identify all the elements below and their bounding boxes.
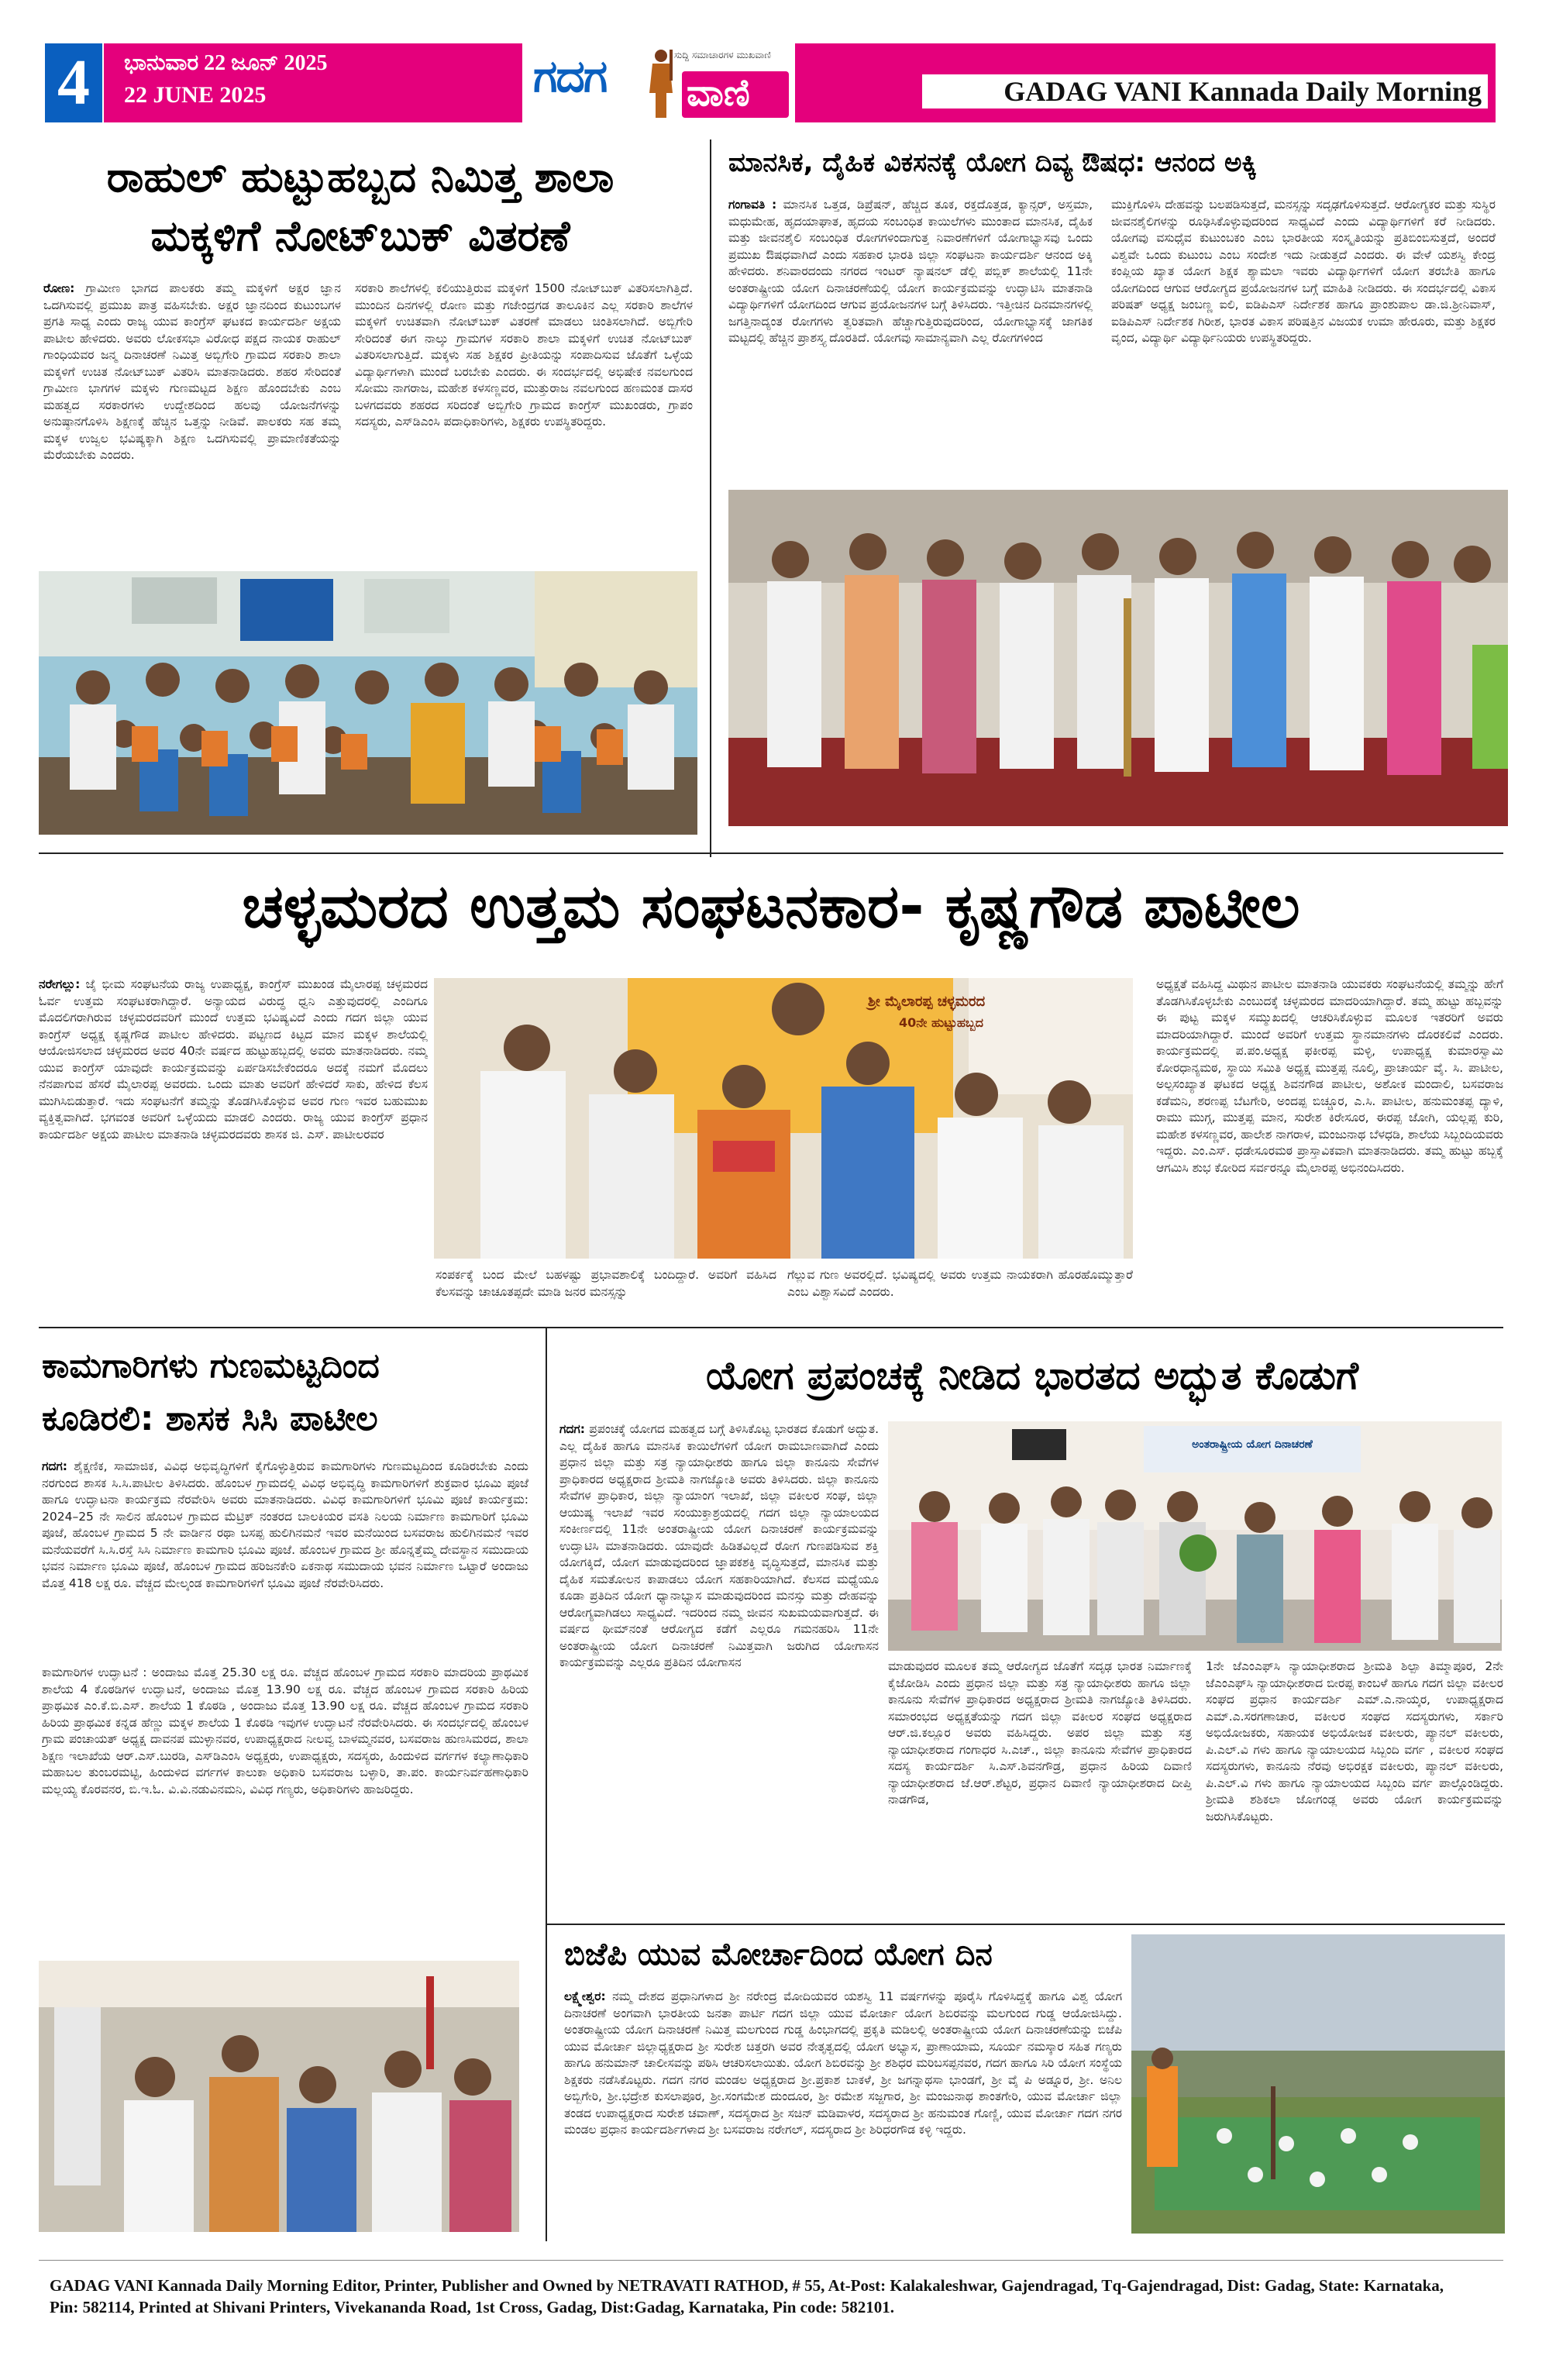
yoga-india-photo [888, 1421, 1502, 1651]
column-divider-top [710, 139, 711, 857]
works-headline-1: ಕಾಮಗಾರಿಗಳು ಗುಣಮಟ್ಟದಿಂದ [42, 1346, 380, 1386]
rahul-headline-2: ಮಕ್ಕಳಿಗೆ ನೋಟ್‌ಬುಕ್ ವಿತರಣೆ [150, 212, 570, 260]
krishnagowda-column-1: ನರೇಗಲ್ಲು: ಜೈ ಭೀಮ ಸಂಘಟನೆಯ ರಾಜ್ಯ ಉಪಾಧ್ಯಕ್ಷ, ಕಾಂಗ್ರೆಸ್ ಮುಖಂಡ ಮೈಲಾರಪ್ಪ ಚಳ್ಳಮರದ ಓರ್ವ ಉತ್ತಮ ಸಂಘಟಕರಾಗಿದ್ದಾರೆ. ಅನ್ಯಾಯದ ವಿರುದ್ಧ ಧ್ವನಿ ಎತ್ತುವುದರಲ್ಲಿ ಎಂದಿಗೂ ಮೊದಲಿಗರಾಗಿರುವ ಚಳ್ಳಮರದವರಿಗೆ ಮುಂದೆ ಉತ್ತಮ ಭವಿಷ್ಯವಿದೆ ಎಂದು ಗದಗ ಜಿಲ್ಲಾ ಯುವ ಕಾಂಗ್ರೆಸ್ ಅಧ್ಯಕ್ಷ ಕೃಷ್ಣಗೌಡ ಪಾಟೀಲ ಹೇಳಿದರು. ಪಟ್ಟಣದ ಕಿಟ್ಟದ ಮಾನ ಮಕ್ಕಳ ಶಾಲೆಯಲ್ಲಿ ಆಯೋಜಿಸಲಾದ ಚಳ್ಳಮರದ ಅವರ 40ನೇ ವರ್ಷದ ಹುಟ್ಟುಹಬ್ಬದಲ್ಲಿ ಅವರು ಮಾತನಾಡಿದರು. ನಮ್ಮ ಯುವ ಕಾಂಗ್ರೆಸ್ ಯಾವುದೇ ಕಾರ್ಯಕ್ರಮವನ್ನು ಏರ್ಪಡಿಸಬೇಕೆಂದರೂ ಅದಕ್ಕೆ ನಮಗೆ ಮೊದಲು ನೆನಪಾಗುವ ಹೆಸರೆ ಮೈಲಾರಪ್ಪ ಅವರದು. ಒಂದು ಮಾತು ಅವರಿಗೆ ಹೇಳಿದರೆ ಸಾಕು, ಹೇಳಿದ ಕೆಲಸ ಮುಗಿಸಿಬಿಡುತ್ತಾರೆ. ಇದು ಸಂಘಟನೆಗೆ ತಮ್ಮನ್ನು ತೊಡಗಿಸಿಕೊಳ್ಳುವ ಅವರ ಗುಣ ಇವರ ಬಹುಮುಖ ವ್ಯಕ್ತಿತ್ವವಾಗಿದೆ. ಭಗವಂತ ಅವರಿಗೆ ಒಳ್ಳೆಯದು ಮಾಡಲಿ ಎಂದರು. ರಾಜ್ಯ ಯುವ ಕಾಂಗ್ರೆಸ್ ಪ್ರಧಾನ ಕಾರ್ಯದರ್ಶಿ ಅಕ್ಷಯ ಪಾಟೀಲ ಮಾತನಾಡಿ ಚಳ್ಳಮರದವರು ಶಾಸಕ ಜಿ. ಎಸ್. ಪಾಟೀಲರವರ [39, 977, 428, 1142]
yoga-medicine-headline: ಮಾನಸಿಕ, ದೈಹಿಕ ವಿಕಸನಕ್ಕೆ ಯೋಗ ದಿವ್ಯ ಔಷಧ: ಆನಂದ ಅಕ್ಕಿ [728, 147, 1257, 178]
krishnagowda-headline: ಚಳ್ಳಮರದ ಉತ್ತಮ ಸಂಘಟನಕಾರ- ಕೃಷ್ಣಗೌಡ ಪಾಟೀಲ [242, 872, 1300, 942]
yoga-india-headline: ಯೋಗ ಪ್ರಪಂಚಕ್ಕೆ ನೀಡಿದ ಭಾರತದ ಅದ್ಭುತ ಕೊಡುಗೆ [706, 1353, 1358, 1398]
krishnagowda-caption-2: ಗೆಲ್ಲುವ ಗುಣ ಅವರಲ್ಲಿದೆ. ಭವಿಷ್ಯದಲ್ಲಿ ಅವರು ಉತ್ತಮ ನಾಯಕರಾಗಿ ಹೊರಹೊಮ್ಮುತ್ತಾರೆ ಎಂಬ ವಿಶ್ವಾಸವಿದೆ ಎಂದರು. [787, 1268, 1133, 1299]
yoga-india-column-3: 1ನೇ ಜೆಎಂಎಫ್‌ಸಿ ನ್ಯಾಯಾಧೀಶರಾದ ಶ್ರೀಮತಿ ಶಿಲ್ಪಾ ತಿಮ್ಮಾಪೂರ, 2ನೇ ಜೆಎಂಎಫ್‌ಸಿ ನ್ಯಾಯಾಧೀಶರಾದ ಬೀರಪ್ಪ ಕಾಂಬಳೆ ಹಾಗೂ ಗದಗ ಜಿಲ್ಲಾ ವಕೀಲರ ಸಂಘದ ಪ್ರಧಾನ ಕಾರ್ಯದರ್ಶಿ ಎಮ್.ಎ.ನಾಯ್ಕರ, ಉಪಾಧ್ಯಕ್ಷರಾದ ಎಮ್.ಎ.ಸರಗಣಾಚಾರ, ವಕೀಲರ ಸಂಘದ ಸದಸ್ಯರುಗಳು, ಸರ್ಕಾರಿ ಅಭಿಯೋಜಕರು, ಸಹಾಯಕ ಅಭಿಯೋಜಕ ವಕೀಲರು, ಪ್ಯಾನಲ್ ವಕೀಲರು, ಪಿ.ಎಲ್.ವಿ ಗಳು ಹಾಗೂ ನ್ಯಾಯಾಲಯದ ಸಿಬ್ಬಂದಿ ವರ್ಗ , ವಕೀಲರ ಸಂಘದ ಸದಸ್ಯರುಗಳು, ಕಾನೂನು ನೆರವು ಅಭಿರಕ್ಷಕ ವಕೀಲರು, ಪ್ಯಾನಲ್ ವಕೀಲರು, ಪಿ.ಎಲ್.ವಿ ಗಳು ಹಾಗೂ ನ್ಯಾಯಾಲಯದ ಸಿಬ್ಬಂದಿ ವರ್ಗ ಪಾಲ್ಗೊಂಡಿದ್ದರು. ಶ್ರೀಮತಿ ಶಶಿಕಲಾ ಜೋಗಂಡ್ಲ ಅವರು ಯೋಗ ಕಾರ್ಯಕ್ರಮವನ್ನು ಜರುಗಿಸಿಕೊಟ್ಟರು. [1206, 1659, 1503, 1824]
bjp-headline: ಬಿಜೆಪಿ ಯುವ ಮೋರ್ಚಾದಿಂದ ಯೋಗ ದಿನ [564, 1937, 993, 1972]
imprint-line-1: GADAG VANI Kannada Daily Morning Editor, Printer, Publisher and Owned by NETRAVATI RATHOD, # 55, At-Post: Kalakaleshwar, Gajendragad, Tq-Gajendragad, Dist: Gadag, State: Karnataka, [50, 2276, 1444, 2295]
krishnagowda-caption-1: ಸಂಪರ್ಕಕ್ಕೆ ಬಂದ ಮೇಲೆ ಬಹಳಷ್ಟು ಪ್ರಭಾವಶಾಲಿಕ್ಕೆ ಬಂದಿದ್ದಾರೆ. ಅವರಿಗೆ ವಹಿಸಿದ ಕೆಲಸವನ್ನು ಚಾಚೂತಪ್ಪದೇ ಮಾಡಿ ಜನರ ಮನಸ್ಸನ್ನು [435, 1268, 776, 1299]
yoga-india-dateline: ಗದಗ: [559, 1422, 585, 1436]
date-kannada: ಭಾನುವಾರ 22 ಜೂನ್ 2025 [124, 51, 328, 75]
works-dateline: ಗದಗ: [42, 1459, 67, 1473]
logo-tagline: ಸುದ್ದಿ ಸಮಾಚಾರಗಳ ಮುಖವಾಣಿ [674, 50, 771, 60]
krishnagowda-photo [434, 978, 1133, 1259]
bjp-dateline: ಲಕ್ಷ್ಮೇಶ್ವರ: [564, 1989, 606, 2003]
works-body-1: ಗದಗ: ಶೈಕ್ಷಣಿಕ, ಸಾಮಾಜಿಕ, ವಿವಿಧ ಅಭಿವೃದ್ಧಿಗಳಿಗೆ ಕೈಗೊಳ್ಳುತ್ತಿರುವ ಕಾಮಗಾರಿಗಳು ಗುಣಮಟ್ಟದಿಂದ ಕೂಡಿರಬೇಕು ಎಂದು ನರಗುಂದ ಶಾಸಕ ಸಿ.ಸಿ.ಪಾಟೀಲ ತಿಳಿಸಿದರು. ಹೊಂಬಳ ಗ್ರಾಮದಲ್ಲಿ ವಿವಿಧ ಅಭಿವೃದ್ಧಿ ಕಾಮಗಾರಿಗಳಿಗೆ ಶುಕ್ರವಾರ ಭೂಮಿ ಪೂಜೆ ಹಾಗೂ ಉದ್ಘಾಟನಾ ಕಾರ್ಯಕ್ರಮ ನೆರವೇರಿಸಿ ಅವರು ಮಾತನಾಡಿದರು. ವಿವಿಧ ಕಾಮಗಾರಿಗಳಿಗೆ ಭೂಮಿ ಪೂಜೆ ಕಾರ್ಯಕ್ರಮ: 2024–25 ನೇ ಸಾಲಿನ ಹೊಂಬಳ ಗ್ರಾಮದ ಮೆಟ್ರಿಕ್ ನಂತರದ ಬಾಲಕಿಯರ ವಸತಿ ನಿಲಯ ನಿರ್ಮಾಣ ಕಾಮಗಾರಿಗೆ ಭೂಮಿ ಪೂಜೆ, ಹೊಂಬಳ ಗ್ರಾಮದ 5 ನೇ ವಾರ್ಡಿನ ರಥಾ ಬಸಪ್ಪ ಹುಲಿಗಿನಮನೆ ಇವರ ಮನೆಯಿಂದ ಬಸವರಾಜ ಹುಲಿಗಿನಮನೆ ಇವರ ಮನೆಯವರೆಗೆ ಸಿ.ಸಿ.ರಸ್ತೆ ಸಿಸಿ ನಿರ್ಮಾಣ ಕಾಮಗಾರಿ ಭೂಮಿ ಪೂಜೆ. ಹೊಂಬಳ ಗ್ರಾಮದ ಶ್ರೀ ಹೊನ್ನತ್ತೆಮ್ಮ ದೇವಸ್ಥಾನ ಸಮುದಾಯ ಭವನ ನಿರ್ಮಾಣ ಭೂಮಿ ಪೂಜೆ, ಹೊಂಬಳ ಗ್ರಾಮದ ಹರಿಜನಕೇರಿ ಏಕನಾಥ ಸಮುದಾಯ ಭವನ ನಿರ್ಮಾಣ ಒಟ್ಟಾರೆ ಅಂದಾಜು ಮೊತ್ತ 418 ಲಕ್ಷ ರೂ. ವೆಚ್ಚದ ಮೇಲ್ಕಂಡ ಕಾಮಗಾರಿಗಳಿಗೆ ಭೂಮಿ ಪೂಜೆ ನೆರವೇರಿಸಿದರು. [42, 1459, 528, 1590]
krishnagowda-dateline: ನರೇಗಲ್ಲು: [39, 977, 81, 991]
yoga-medicine-dateline: ಗಂಗಾವತಿ : [728, 198, 777, 212]
imprint-footer [50, 2275, 1506, 2318]
works-body-2: ಕಾಮಗಾರಿಗಳ ಉದ್ಘಾಟನೆ : ಅಂದಾಜು ಮೊತ್ತ 25.30 ಲಕ್ಷ ರೂ. ವೆಚ್ಚದ ಹೊಂಬಳ ಗ್ರಾಮದ ಸರಕಾರಿ ಮಾದರಿಯ ಪ್ರಾಥಮಿಕ ಶಾಲೆಯ 4 ಕೊಠಡಿಗಳ ಉದ್ಘಾಟನೆ, ಅಂದಾಜು ಮೊತ್ತ 13.90 ಲಕ್ಷ ರೂ. ವೆಚ್ಚದ ಹೊಂಬಳ ಗ್ರಾಮದ ಸರಕಾರಿ ಹಿರಿಯ ಪ್ರಾಥಮಿಕ ಎಂ.ಕೆ.ಬಿ.ಎಸ್. ಶಾಲೆಯ 1 ಕೊಠಡಿ , ಅಂದಾಜು ಮೊತ್ತ 13.90 ಲಕ್ಷ ರೂ. ವೆಚ್ಚದ ಹೊಂಬಳ ಗ್ರಾಮದ ಸರಕಾರಿ ಹಿರಿಯ ಪ್ರಾಥಮಿಕ ಕನ್ನಡ ಹೆಣ್ಣು ಮಕ್ಕಳ ಶಾಲೆಯ 1 ಕೊಠಡಿ ಇವುಗಳ ಉದ್ಘಾಟನೆ ನೆರವೇರಿಸಿದರು. ಈ ಸಂದರ್ಭದಲ್ಲಿ ಹೊಂಬಳ ಗ್ರಾಮ ಪಂಚಾಯತ್ ಅಧ್ಯಕ್ಷ ದಾವನಪ ಮುಳ್ಳಾನವರ, ಉಪಾಧ್ಯಕ್ಷರಾದ ನೀಲವ್ವ ಬಾಳಮ್ಮನವರ, ಬಸವರಾಜ ಹುಣಸಿಮರದ, ಶಾಲಾ ಶಿಕ್ಷಣ ಇಲಾಖೆಯ ಆರ್.ಎಸ್.ಬುರಡಿ, ಎಸ್‌ಡಿಎಂಸಿ ಅಧ್ಯಕ್ಷರು, ಉಪಾಧ್ಯಕ್ಷರು, ಸದಸ್ಯರು, ಹಿಂದುಳಿದ ವರ್ಗಗಳ ಕಲ್ಯಾಣಾಧಿಕಾರಿ ಮಹಾಬಲ ತುಂಬರಮಟ್ಟಿ, ಹಿಂದುಳಿದ ವರ್ಗಗಳ ಕಾಲುಕಾ ಅಧಿಕಾರಿ ಬಸವರಾಜ ಬಳ್ಳಾರಿ, ತಾ.ಪಂ. ಕಾರ್ಯನಿರ್ವಹಣಾಧಿಕಾರಿ ಮಲ್ಲಯ್ಯ ಕೊರವನರ, ಬಿ.ಇ.ಓ. ವಿ.ವಿ.ನಡುವಿನಮನಿ, ವಿವಿಧ ಗಣ್ಯರು, ಅಧಿಕಾರಿಗಳು ಹಾಜರಿದ್ದರು. [42, 1665, 528, 1796]
yoga-medicine-column-1: ಗಂಗಾವತಿ : ಮಾನಸಿಕ ಒತ್ತಡ, ಡಿಪ್ರೆಷನ್, ಹೆಚ್ಚಿದ ತೂಕ, ರಕ್ತದೊತ್ತಡ, ಕ್ಯಾನ್ಸರ್, ಅಸ್ತಮಾ, ಮಧುಮೇಹ, ಹೃದಯಾಘಾತ, ಹೃದಯ ಸಂಬಂಧಿತ ಕಾಯಿಲೆಗಳು ಮುಂತಾದ ಮಾನಸಿಕ, ದೈಹಿಕ ಮತ್ತು ಜೀವನಶೈಲಿ ಸಂಬಂಧಿತ ರೋಗಗಳಿಂದಾಗುತ್ತ ನಿವಾರಣೆಗಳಿಗೆ ಯೋಗಾಭ್ಯಾಸವು ಒಂದು ಪ್ರಮುಖ ಔಷಧವಾಗಿದೆ ಎಂದು ಸಹಕಾರ ಭಾರತಿ ಜಿಲ್ಲಾ ಸಂಘಟನಾ ಕಾರ್ಯದರ್ಶಿ ಆನಂದ ಅಕ್ಕಿ ಹೇಳಿದರು. ಶನಿವಾರದಂದು ನಗರದ ಇಂಟರ್ ನ್ಯಾಷನಲ್ ಡೆಲ್ಲಿ ಪಬ್ಲಿಕ್ ಶಾಲೆಯಲ್ಲಿ 11ನೇ ಅಂತರಾಷ್ಟ್ರೀಯ ಯೋಗ ದಿನಾಚರಣೆಯಲ್ಲಿ ಯೋಗ ಕಾರ್ಯಕ್ರಮವನ್ನು ಉದ್ಘಾಟಿಸಿ ಮಾತನಾಡಿ ವಿದ್ಯಾರ್ಥಿಗಳಿಗೆ ಯೋಗದಿಂದ ಆಗುವ ಪ್ರಯೋಜನಗಳ ಬಗ್ಗೆ ತಿಳಿಸಿದರು. ಇತ್ತೀಚಿನ ದಿನಮಾನಗಳಲ್ಲಿ ಜಗತ್ತಿನಾದ್ಯಂತ ರೋಗಗಳು ತ್ವರಿತವಾಗಿ ಹೆಚ್ಚಾಗುತ್ತಿರುವುದರಿಂದ, ಯೋಗಾಭ್ಯಾಸಕ್ಕೆ ಜಾಗತಿಕ ಮಟ್ಟದಲ್ಲಿ ಹೆಚ್ಚಿನ ಪ್ರಾಶಸ್ತ್ಯ ದೊರತಿದೆ. ಯೋಗವು ಸಾಮಾನ್ಯವಾಗಿ ಎಲ್ಲ ರೋಗಗಳಿಂದ [728, 198, 1093, 345]
banner-name: ಶ್ರೀ ಮೈಲಾರಪ್ಪ ಚಳ್ಳಮರದ [868, 994, 986, 1010]
section-rule-2 [39, 1327, 1503, 1328]
logo-text-vani: ವಾಣಿ [687, 71, 750, 115]
yoga-medicine-column-2: ಮುಕ್ತಿಗೊಳಿಸಿ ದೇಹವನ್ನು ಬಲಪಡಿಸುತ್ತದೆ, ಮನಸ್ಸನ್ನು ಸದೃಢಗೊಳಿಸುತ್ತದೆ. ಆರೋಗ್ಯಕರ ಮತ್ತು ಸುಸ್ಥಿರ ಜೀವನಶೈಲಿಗಳನ್ನು ರೂಢಿಸಿಕೊಳ್ಳುವುದರಿಂದ ಸಾಧ್ಯವಿದೆ ಎಂದು ವಿದ್ಯಾರ್ಥಿಗಳಿಗೆ ಕರೆ ನೀಡಿದರು. ಯೋಗವು ವಸುಧೈವ ಕುಟುಂಬಕಂ ಎಂಬ ಭಾರತೀಯ ಸಂಸ್ಕೃತಿಯನ್ನು ಪ್ರತಿಬಿಂಬಿಸುತ್ತದೆ, ಅಂದರೆ ವಿಶ್ವವೇ ಒಂದು ಕುಟುಂಬ ಎಂಬ ಸಂದೇಶ ಇದು ನೀಡುತ್ತದೆ ಎಂದರು. ಈ ವೇಳೆ ಯಶಸ್ವಿ ಕೇಂದ್ರ ಕಂಪ್ಲಿಯ ಖ್ಯಾತ ಯೋಗ ಶಿಕ್ಷಕ ಶ್ಯಾಮಲಾ ಇವರು ವಿದ್ಯಾರ್ಥಿಗಳಿಗೆ ಯೋಗ ತರಬೇತಿ ಹಾಗೂ ಯೋಗದಿಂದ ಆಗುವ ಆರೋಗ್ಯದ ಪ್ರಯೋಜನಗಳ ಬಗ್ಗೆ ಮಾಹಿತಿ ನೀಡಿದರು. ಈ ಸಂದರ್ಭದಲ್ಲಿ ವಿಕಾಸ ಪರಿಷತ್ ಅಧ್ಯಕ್ಷ ಜಂಬಣ್ಣ ಐಲಿ, ಐಡಿಪಿಎಸ್ ನಿರ್ದೇಶಕ ಹಾಗೂ ಪ್ರಾಂಶುಪಾಲ ಡಾ.ಜಿ.ಶ್ರೀನಿವಾಸ್, ಐಡಿಪಿಎಸ್ ನಿರ್ದೇಶಕ ಗಿರೀಶ, ಭಾರತ ವಿಕಾಸ ಪರಿಷತ್ತಿನ ವಿಜಯಕ ಉಮಾ ಹೇರೂರು, ಮತ್ತು ಶಿಕ್ಷಕರ ವೃಂದ, ವಿದ್ಯಾರ್ಥಿ ವಿದ್ಯಾರ್ಥಿನಿಯರು ಉಪಸ್ಥಿತರಿದ್ದರು. [1111, 198, 1496, 345]
krishnagowda-column-3: ಅಧ್ಯಕ್ಷತೆ ವಹಿಸಿದ್ದ ಮಿಥುನ ಪಾಟೀಲ ಮಾತನಾಡಿ ಯುವಕರು ಸಂಘಟನೆಯಲ್ಲಿ ತಮ್ಮನ್ನು ಹೇಗೆ ತೊಡಗಿಸಿಕೊಳ್ಳಬೇಕು ಎಂಬುದಕ್ಕೆ ಚಳ್ಳಮರದ ಮಾದರಿಯಾಗಿದ್ದಾರೆ. ತಮ್ಮ ಹುಟ್ಟು ಹಬ್ಬವನ್ನು ಈ ಪುಟ್ಟ ಮಕ್ಕಳ ಸಮ್ಮುಖದಲ್ಲಿ ಆಚರಿಸಿಕೊಳ್ಳುವ ಮೂಲಕ ಇತರರಿಗೆ ಅವರು ಮಾದರಿಯಾಗಿದ್ದಾರೆ. ಮುಂದೆ ಅವರಿಗೆ ಉತ್ತಮ ಸ್ಥಾನಮಾನಗಳು ದೊರಕಲಿವೆ ಎಂದರು. ಕಾರ್ಯಕ್ರಮದಲ್ಲಿ ಪ.ಪಂ.ಅಧ್ಯಕ್ಷ ಫಕೀರಪ್ಪ ಮಳ್ಳಿ, ಉಪಾಧ್ಯಕ್ಷ ಕುಮಾರಸ್ವಾಮಿ ಕೋರಧಾನ್ಯಮಠ, ಸ್ಥಾಯಿ ಸಮಿತಿ ಅಧ್ಯಕ್ಷ ಮುತ್ತಪ್ಪ ನೂಲ್ಕಿ, ಪ್ರಾಚಾರ್ಯ ವೈ. ಸಿ. ಪಾಟೀಲ, ಅಲ್ಪಸಂಖ್ಯಾತ ಘಟಕದ ಅಧ್ಯಕ್ಷ ಶಿವನಗೌಡ ಪಾಟೀಲ, ಅಶೋಕ ಮಂದಾಲಿ, ಬಸವರಾಜ ಕಡೆಮನಿ, ಶರಣಪ್ಪ ಬೆಟಗೇರಿ, ಅಂದಪ್ಪ ಬಿಚ್ಚೂರ, ಎ.ಸಿ. ಪಾಟೀಲ, ಹನುಮಂತಪ್ಪ ದ್ಯಾಳಿ, ರಾಮು ಮುಗ್ಗ, ಮುತ್ತಪ್ಪ ಮಾನ, ಸುರೇಶ ಕಿರೇಸೂರ, ಈರಪ್ಪ ಜೋಗಿ, ಯಲ್ಲಪ್ಪ ಕುರಿ, ಮಹೇಶ ಕಳಸಣ್ಣವರ, ಹಾಲೇಶ ನಾಗರಾಳ, ಮಂಜುನಾಥ ಬೆಳಧಡಿ, ಶಾಲೆಯ ಸಿಬ್ಬಂದಿಯವರು ಇದ್ದರು. ಎಂ.ಎಸ್. ಧಡೇಸೂರಮಠ ಪ್ರಾಸ್ತಾವಿಕವಾಗಿ ಮಾತನಾಡಿದರು. ತಮ್ಮ ಹುಟ್ಟು ಹಬ್ಬಕ್ಕೆ ಆಗಮಿಸಿ ಶುಭ ಕೋರಿದ ಸರ್ವರನ್ನೂ ಮೈಲಾರಪ್ಪ ಅಭಿನಂದಿಸಿದರು. [1156, 977, 1503, 1175]
banner-birthday: 40ನೇ ಹುಟ್ಟುಹಬ್ಬದ [899, 1015, 983, 1030]
footer-rule [39, 2260, 1503, 2261]
yoga-india-column-1: ಗದಗ: ಪ್ರಪಂಚಕ್ಕೆ ಯೋಗದ ಮಹತ್ವದ ಬಗ್ಗೆ ತಿಳಿಸಿಕೊಟ್ಟ ಭಾರತದ ಕೊಡುಗೆ ಅದ್ಭುತ. ಎಲ್ಲ ದೈಹಿಕ ಹಾಗೂ ಮಾನಸಿಕ ಕಾಯಿಲೆಗಳಿಗೆ ಯೋಗ ರಾಮಬಾಣವಾಗಿದೆ ಎಂದು ಪ್ರಧಾನ ಜಿಲ್ಲಾ ಮತ್ತು ಸತ್ರ ನ್ಯಾಯಾಧೀಶರು ಹಾಗೂ ಜಿಲ್ಲಾ ಕಾನೂನು ಸೇವೆಗಳ ಪ್ರಾಧಿಕಾರದ ಅಧ್ಯಕ್ಷರಾದ ಶ್ರೀಮತಿ ನಾಗಜ್ಯೋತಿ ಅವರು ತಿಳಿಸಿದರು. ಜಿಲ್ಲಾ ಕಾನೂನು ಸೇವೆಗಳ ಪ್ರಾಧಿಕಾರ, ಜಿಲ್ಲಾ ನ್ಯಾಯಾಂಗ ಇಲಾಖೆ, ಜಿಲ್ಲಾ ವಕೀಲರ ಸಂಘ, ಜಿಲ್ಲಾ ಆಯುಷ್ಯ ಇಲಾಖೆ ಇವರ ಸಂಯುಕ್ತಾಶ್ರಯದಲ್ಲಿ ಗದಗ ಜಿಲ್ಲಾ ನ್ಯಾಯಾಲಯದ ಸಂಕೀರ್ಣದಲ್ಲಿ 11ನೇ ಅಂತರಾಷ್ಟ್ರೀಯ ಯೋಗ ದಿನಾಚರಣೆ ಕಾರ್ಯಕ್ರಮವನ್ನು ಉದ್ಘಾಟಿಸಿ ಮಾತನಾಡಿದರು. ಯಾವುದೇ ಹಿಡಿತವಿಲ್ಲದೆ ರೋಗ ಗುಣಪಡಿಸುವ ಶಕ್ತಿ ಯೋಗಕ್ಕಿದೆ, ಯೋಗ ಮಾಡುವುದರಿಂದ ಜ್ಞಾಪಕಶಕ್ತಿ ವೃದ್ಧಿಸುತ್ತದೆ, ಮಾನಸಿಕ ಮತ್ತು ದೈಹಿಕ ಸಮತೋಲನ ಕಾಪಾಡಲು ಯೋಗ ಸಹಕಾರಿಯಾಗಿದೆ. ಕೆಲಸದ ಮಧ್ಯೆಯೂ ಕೂಡಾ ಪ್ರತಿದಿನ ಯೋಗ ಧ್ಯಾನಾಭ್ಯಾಸ ಮಾಡುವುದರಿಂದ ಮನಸ್ಸು ಮತ್ತು ದೇಹವನ್ನು ಆರೋಗ್ಯವಾಗಿಡಲು ಸಾಧ್ಯವಿದೆ. ಇದರಿಂದ ನಮ್ಮ ಜೀವನ ಸುಖಮಯವಾಗುತ್ತದೆ. ಈ ವರ್ಷದ ಥೀಮ್‌ನಂತೆ ಆರೋಗ್ಯದ ಕಡೆಗೆ ಎಲ್ಲರೂ ಗಮನಹರಿಸಿ 11ನೇ ಅಂತರಾಷ್ಟ್ರೀಯ ಯೋಗ ದಿನಾಚರಣೆ ನಿಮಿತ್ತವಾಗಿ ಜರುಗಿದ ಯೋಗಾಸನ ಕಾರ್ಯಕ್ರಮವನ್ನು ಎಲ್ಲರೂ ಪ್ರತಿದಿನ ಯೋಗಾಸನ [559, 1422, 879, 1669]
section-rule-3 [547, 1924, 1505, 1925]
works-photo [39, 1961, 519, 2232]
paper-name: GADAG VANI Kannada Daily Morning [922, 74, 1488, 108]
yoga-event-banner: ಅಂತರಾಷ್ಟ್ರೀಯ ಯೋಗ ದಿನಾಚರಣೆ [1192, 1438, 1313, 1451]
rahul-column-2: ಸರಕಾರಿ ಶಾಲೆಗಳಲ್ಲಿ ಕಲಿಯುತ್ತಿರುವ ಮಕ್ಕಳಿಗೆ 1500 ನೋಟ್‌ಬುಕ್ ವಿತರಿಸಲಾಗಿತ್ತಿದೆ. ಮುಂದಿನ ದಿನಗಳಲ್ಲಿ ರೋಣ ಮತ್ತು ಗಜೇಂದ್ರಗಡ ತಾಲೂಕಿನ ಎಲ್ಲ ಸರಕಾರಿ ಶಾಲೆಗಳ ಮಕ್ಕಳಿಗೆ ಉಚಿತವಾಗಿ ನೋಟ್‌ಬುಕ್ ವಿತರಣೆ ಮಾಡಲು ಚಿಂತಿಸಲಾಗಿದೆ. ಅಬ್ಬಿಗೇರಿ ಸೇರಿದಂತೆ ಈಗ ನಾಲ್ಕು ಗ್ರಾಮಗಳ ಸರಕಾರಿ ಶಾಲಾ ಮಕ್ಕಳಿಗೆ ಉಚಿತ ನೋಟ್‌ಬುಕ್ ವಿತರಿಸಲಾಗುತ್ತಿದೆ. ಮಕ್ಕಳು ಸಹ ಶಿಕ್ಷಕರ ಪ್ರೀತಿಯನ್ನು ಸಂಪಾದಿಸುವ ಜೊತೆಗೆ ಒಳ್ಳೆಯ ವಿದ್ಯಾರ್ಥಿಗಳಾಗಿ ಮುಂದೆ ಬರಬೇಕು ಎಂದರು. ಈ ಸಂದರ್ಭದಲ್ಲಿ ಅಭಿಷೇಕ ನವಲಗುಂದ ಸೋಮು ನಾಗರಾಜ, ಮಹೇಶ ಕಳಸಣ್ಣವರ, ಮುತ್ತುರಾಜ ನವಲಗುಂದ ಹಣಮಂತ ದಾಸರ ಬಳಗದವರು ಶಹರದ ಸರಿದಂತೆ ಅಬ್ಬಿಗೇರಿ ಗ್ರಾಮದ ಕಾಂಗ್ರೆಸ್ ಮುಖಂಡರು, ಗ್ರಾಪಂ ಸದಸ್ಯರು, ಎಸ್‌ಡಿಎಂಸಿ ಪದಾಧಿಕಾರಿಗಳು, ಶಿಕ್ಷಕರು ಉಪಸ್ಥಿತರಿದ್ದರು. [355, 281, 693, 429]
logo-text-gadag: ಗದಗ [533, 50, 607, 102]
rahul-photo [39, 571, 697, 835]
bjp-body: ಲಕ್ಷ್ಮೇಶ್ವರ: ನಮ್ಮ ದೇಶದ ಪ್ರಧಾನಿಗಳಾದ ಶ್ರೀ ನರೇಂದ್ರ ಮೋದಿಯವರ ಯಶಸ್ವಿ 11 ವರ್ಷಗಳನ್ನು ಪೂರೈಸಿ ಗೊಳಿಸಿದ್ದಕ್ಕೆ ಹಾಗೂ ವಿಶ್ವ ಯೋಗ ದಿನಾಚರಣೆ ಅಂಗವಾಗಿ ಭಾರತೀಯ ಜನತಾ ಪಾರ್ಟಿ ಗದಗ ಜಿಲ್ಲಾ ಯುವ ಮೋರ್ಚಾ ಯೋಗ ಶಿಬಿರವನ್ನು ಮಲಗುಂದ ಗುಡ್ಡ ಆಯೋಜಿಸಿದ್ದು. ಅಂತರಾಷ್ಟ್ರೀಯ ಯೋಗ ದಿನಾಚರಣೆ ನಿಮಿತ್ತ ಮಲಗುಂದ ಗುಡ್ಡ ಹಿಂಭಾಗದಲ್ಲಿ ಪ್ರಕೃತಿ ಮಡಿಲಲ್ಲಿ ಅಂತರಾಷ್ಟ್ರೀಯ ಯೋಗ ದಿನಾಚರಣೆಯನ್ನು ಬಿಜೆಪಿ ಯುವ ಮೋರ್ಚಾ ಜಿಲ್ಲಾಧ್ಯಕ್ಷರಾದ ಶ್ರೀ ಸುರೇಶ ಚಿತ್ತರಗಿ ಅವರ ನೇತೃತ್ವದಲ್ಲಿ ಯೋಗ ಅಭ್ಯಾಸ, ಪ್ರಾಣಾಯಾಮ, ಸೂರ್ಯ ನಮಸ್ಕಾರ ಸಹಿತ ಗಣ್ಯರು ಹಾಗೂ ಹನುಮಾನ್ ಚಾಲೀಸವನ್ನು ಪಠಿಸಿ ಆಚರಿಸಲಾಯಿತು. ಯೋಗ ಶಿಬಿರವನ್ನು ಶ್ರೀ ಶಶಿಧರ ಮರಿಬಸಪ್ಪನವರ, ಗದಗ ಹಾಗೂ ಸಿರಿ ಯೋಗ ಸಂಸ್ಥೆಯ ಶಿಕ್ಷಕರು ನಡೆಸಿಕೊಟ್ಟರು. ಗದಗ ನಗರ ಮಂಡಲ ಅಧ್ಯಕ್ಷರಾದ ಶ್ರೀ.ಪ್ರಕಾಶ ಬಾಕಳೆ, ಶ್ರೀ ಜಗನ್ನಾಥಸಾ ಭಾಂಡಗೆ, ಶ್ರೀ ವೈ ಪಿ ಅಡ್ನೂರ, ಶ್ರೀ. ಅನಿಲ ಅಬ್ಬಿಗೇರಿ, ಶ್ರೀ.ಭದ್ರೇಶ ಕುಸಲಾಪೂರ, ಶ್ರೀ.ಸಂಗಮೇಶ ದುಂದೂರ, ಶ್ರೀ ರಮೇಶ ಸಜ್ಜಗಾರ, ಶ್ರೀ ಮಂಜುನಾಥ ಶಾಂತಗೇರಿ, ಯುವ ಮೋರ್ಚಾ ಜಿಲ್ಲಾ ತಂಡದ ಉಪಾಧ್ಯಕ್ಷರಾದ ಸುರೇಶ ಚವಾಣ್, ಸದಸ್ಯರಾದ ಶ್ರೀ ಸಚಿನ್ ಮಡಿವಾಳರ, ಸದಸ್ಯರಾದ ಶ್ರೀ ಹನುಮಂತ ಗೊಣ್ಣಿ, ಯುವ ಮೋರ್ಚಾ ಗದಗ ನಗರ ಮಂಡಲ ಪ್ರಧಾನ ಕಾರ್ಯದರ್ಶಿಗಳಾದ ಶ್ರೀ ಬಸವರಾಜ ನರೇಗಲ್, ಸದಸ್ಯರಾದ ಶ್ರೀ ಶಿರಿಧರಗೌಡ ಕಳ್ಳಿ ಇದ್ದರು. [564, 1989, 1122, 2137]
yoga-india-column-2: ಮಾಡುವುದರ ಮೂಲಕ ತಮ್ಮ ಆರೋಗ್ಯದ ಜೊತೆಗೆ ಸದೃಢ ಭಾರತ ನಿರ್ಮಾಣಕ್ಕೆ ಕೈಜೋಡಿಸಿ ಎಂದು ಪ್ರಧಾನ ಜಿಲ್ಲಾ ಮತ್ತು ಸತ್ರ ನ್ಯಾಯಾಧೀಶರು ಹಾಗೂ ಜಿಲ್ಲಾ ಕಾನೂನು ಸೇವೆಗಳ ಪ್ರಾಧಿಕಾರದ ಅಧ್ಯಕ್ಷರಾದ ಶ್ರೀಮತಿ ನಾಗಜ್ಯೋತಿ ತಿಳಿಸಿದರು. ಸಮಾರಂಭದ ಅಧ್ಯಕ್ಷತೆಯನ್ನು ಗದಗ ಜಿಲ್ಲಾ ವಕೀಲರ ಸಂಘದ ಅಧ್ಯಕ್ಷರಾದ ಆರ್.ಜಿ.ಕಲ್ಲೂರ ಅವರು ವಹಿಸಿದ್ದರು. ಅಪರ ಜಿಲ್ಲಾ ಮತ್ತು ಸತ್ರ ನ್ಯಾಯಾಧೀಶರಾದ ಗಂಗಾಧರ ಸಿ.ಎಚ್., ಜಿಲ್ಲಾ ಕಾನೂನು ಸೇವೆಗಳ ಪ್ರಾಧಿಕಾರದ ಸದಸ್ಯ ಕಾರ್ಯದರ್ಶಿ ಸಿ.ಎಸ್.ಶಿವನಗೌಡ್ರ, ಪ್ರಧಾನ ಹಿರಿಯ ದಿವಾಣಿ ನ್ಯಾಯಾಧೀಶರಾದ ಜೆ.ಆರ್.ಶೆಟ್ಟರ, ಪ್ರಧಾನ ದಿವಾಣಿ ನ್ಯಾಯಾಧೀಶರಾದ ದೀಪ್ತಿ ನಾಡಗೌಡ, [888, 1659, 1192, 1807]
bjp-photo [1131, 1934, 1505, 2234]
page-number: 4 [45, 43, 102, 122]
imprint-line-2: Pin: 582114, Printed at Shivani Printers, Vivekananda Road, 1st Cross, Gadag, Dist:Gadag, Karnataka, Pin code: 582101. [50, 2298, 894, 2316]
yoga-medicine-photo [728, 490, 1508, 826]
works-headline-2: ಕೂಡಿರಲಿ: ಶಾಸಕ ಸಿಸಿ ಪಾಟೀಲ [42, 1399, 378, 1438]
section-rule-1 [39, 852, 1503, 854]
rahul-column-1: ರೋಣ: ಗ್ರಾಮೀಣ ಭಾಗದ ಪಾಲಕರು ತಮ್ಮ ಮಕ್ಕಳಿಗೆ ಅಕ್ಷರ ಜ್ಞಾನ ಒದಗಿಸುವಲ್ಲಿ ಪ್ರಮುಖ ಪಾತ್ರ ವಹಿಸಬೇಕು. ಅಕ್ಷರ ಜ್ಞಾನದಿಂದ ಕುಟುಂಬಗಳ ಪ್ರಗತಿ ಸಾಧ್ಯ ಎಂದು ರಾಜ್ಯ ಯುವ ಕಾಂಗ್ರೆಸ್ ಘಟಕದ ಕಾರ್ಯದರ್ಶಿ ಅಕ್ಷಯ ಪಾಟೀಲ ಹೇಳಿದರು. ಅವರು ಲೋಕಸಭಾ ವಿರೋಧ ಪಕ್ಷದ ನಾಯಕ ರಾಹುಲ್ ಗಾಂಧಿಯವರ ಜನ್ಮ ದಿನಾಚರಣೆ ನಿಮಿತ್ತ ಅಬ್ಬಿಗೇರಿ ಗ್ರಾಮದ ಸರಕಾರಿ ಶಾಲಾ ಮಕ್ಕಳಿಗೆ ಉಚಿತ ನೋಟ್‌ಬುಕ್ ವಿತರಿಸಿ ಮಾತನಾಡಿದರು. ಶಹರ ಸೇರಿದಂತೆ ಗ್ರಾಮೀಣ ಭಾಗಗಳ ಮಕ್ಕಳು ಗುಣಮಟ್ಟದ ಶಿಕ್ಷಣ ಹೊಂದಬೇಕು ಎಂಬ ಮಹತ್ವದ ಸರಕಾರಗಳು ಉದ್ದೇಶದಿಂದ ಹಲವು ಯೋಜನೆಗಳನ್ನು ಅನುಷ್ಠಾನಗೊಳಿಸಿ ಶಿಕ್ಷಣಕ್ಕೆ ಹೆಚ್ಚಿನ ಒತ್ತನ್ನು ನೀಡಿವೆ. ಪಾಲಕರು ಸಹ ತಮ್ಮ ಮಕ್ಕಳ ಉಜ್ವಲ ಭವಿಷ್ಯಕ್ಕಾಗಿ ಶಿಕ್ಷಣ ಒದಗಿಸುವಲ್ಲಿ ಪ್ರಾಮಾಣಿಕತೆಯನ್ನು ಮೆರೆಯಬೇಕು ಎಂದರು. [43, 281, 341, 462]
rahul-dateline: ರೋಣ: [43, 281, 75, 295]
date-english: 22 JUNE 2025 [124, 82, 267, 108]
rahul-headline-1: ರಾಹುಲ್ ಹುಟ್ಟುಹಬ್ಬದ ನಿಮಿತ್ತ ಶಾಲಾ [106, 153, 614, 201]
column-divider-bottom [546, 1328, 547, 2241]
